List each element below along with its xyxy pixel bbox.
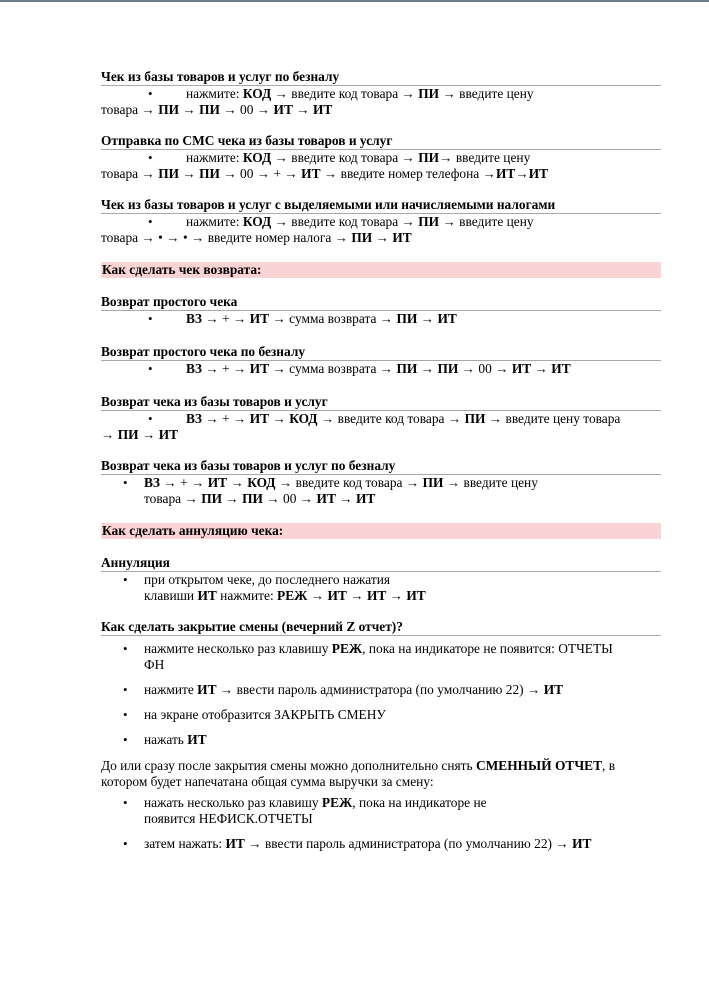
step-line: нажмите: КОД → введите код товара → ПИ → введите цену — [186, 86, 534, 101]
instruction-list — [101, 641, 661, 748]
section-card-payment — [101, 68, 661, 118]
step-line-cont: → ПИ → ИТ — [101, 427, 179, 442]
list-item — [101, 707, 661, 723]
step-line: нажмите ИТ → ввести пароль администратора (по умолчанию 22) → ИТ — [144, 682, 564, 697]
section-heading: Возврат чека из базы товаров и услуг — [101, 393, 661, 411]
bullet-icon: • — [123, 682, 128, 697]
list-item — [101, 214, 661, 246]
step-line-cont: клавиши ИТ нажмите: РЕЖ → ИТ → ИТ → ИТ — [144, 588, 426, 603]
list-item — [101, 311, 661, 327]
window-top-border — [0, 0, 709, 2]
section-heading: Как сделать закрытие смены (вечерний Z отчет)? — [101, 618, 661, 636]
section-return-base-card — [101, 457, 661, 507]
instruction-list — [101, 214, 661, 246]
shift-report-list — [101, 795, 661, 852]
section-return-simple — [101, 293, 661, 327]
list-item — [101, 411, 661, 443]
section-return-card — [101, 343, 661, 377]
section-heading: Чек из базы товаров и услуг по безналу — [101, 68, 661, 86]
instruction-list — [101, 361, 661, 377]
list-item — [101, 641, 661, 673]
instruction-list — [101, 150, 661, 182]
step-line-cont: товара → ПИ → ПИ → 00 → ИТ → ИТ — [101, 102, 333, 117]
document-page — [101, 68, 661, 852]
bullet-icon: • — [123, 836, 128, 851]
section-heading: Отправка по СМС чека из базы товаров и услуг — [101, 132, 661, 150]
step-line: на экране отобразится ЗАКРЫТЬ СМЕНУ — [144, 707, 386, 722]
step-line: ВЗ → + → ИТ → КОД → введите код товара → ПИ → введите цену товара — [186, 411, 621, 426]
section-heading: Возврат простого чека по безналу — [101, 343, 661, 361]
step-line: ВЗ → + → ИТ → сумма возврата → ПИ → ИТ — [186, 311, 457, 326]
bullet-icon: • — [123, 641, 128, 656]
highlight-heading-annul: Как сделать аннуляцию чека: — [101, 523, 661, 539]
section-close-shift — [101, 618, 661, 748]
step-line-cont: ФН — [144, 657, 165, 672]
list-item — [101, 836, 661, 852]
step-line: нажмите: КОД → введите код товара → ПИ→ введите цену — [186, 150, 531, 165]
instruction-list — [101, 311, 661, 327]
step-line: нажмите: КОД → введите код товара → ПИ → введите цену — [186, 214, 534, 229]
instruction-list — [101, 86, 661, 118]
section-taxes — [101, 196, 661, 246]
instruction-list — [101, 475, 661, 507]
step-line: затем нажать: ИТ → ввести пароль администратора (по умолчанию 22) → ИТ — [144, 836, 592, 851]
bullet-icon: • — [148, 150, 153, 165]
section-heading: Возврат простого чека — [101, 293, 661, 311]
step-line-cont: товара → • → • → введите номер налога → ПИ → ИТ — [101, 230, 412, 245]
list-item — [101, 86, 661, 118]
bullet-icon: • — [148, 214, 153, 229]
list-item — [101, 361, 661, 377]
section-heading: Чек из базы товаров и услуг с выделяемыми или начисляемыми налогами — [101, 196, 661, 214]
step-line-cont: товара → ПИ → ПИ → 00 → + → ИТ → введите номер телефона →ИТ→ИТ — [101, 166, 549, 181]
list-item — [101, 732, 661, 748]
step-line: нажать ИТ — [144, 732, 207, 747]
bullet-icon: • — [148, 361, 153, 376]
bullet-icon: • — [123, 707, 128, 722]
highlight-heading-return: Как сделать чек возврата: — [101, 262, 661, 278]
step-line-cont: товара → ПИ → ПИ → 00 → ИТ → ИТ — [144, 491, 376, 506]
list-item — [101, 475, 661, 507]
list-item — [101, 682, 661, 698]
section-heading: Возврат чека из базы товаров и услуг по безналу — [101, 457, 661, 475]
instruction-list — [101, 411, 661, 443]
section-heading: Аннуляция — [101, 554, 661, 572]
instruction-list — [101, 572, 661, 604]
bullet-icon: • — [123, 732, 128, 747]
list-item — [101, 572, 661, 604]
step-line-cont: появится НЕФИСК.ОТЧЕТЫ — [144, 811, 313, 826]
bullet-icon: • — [148, 86, 153, 101]
bullet-icon: • — [123, 475, 128, 490]
step-line: ВЗ → + → ИТ → КОД → введите код товара → ПИ → введите цену — [144, 475, 538, 490]
step-line: нажмите несколько раз клавишу РЕЖ, пока на индикаторе не появится: ОТЧЕТЫ — [144, 641, 613, 656]
step-line: ВЗ → + → ИТ → сумма возврата → ПИ → ПИ → 00 → ИТ → ИТ — [186, 361, 571, 376]
section-sms — [101, 132, 661, 182]
bullet-icon: • — [148, 411, 153, 426]
list-item — [101, 795, 661, 827]
bullet-icon: • — [123, 572, 128, 587]
list-item — [101, 150, 661, 182]
section-return-base — [101, 393, 661, 443]
step-line: нажать несколько раз клавишу РЕЖ, пока на индикаторе не — [144, 795, 487, 810]
section-annul — [101, 554, 661, 604]
shift-report-paragraph: До или сразу после закрытия смены можно дополнительно снять СМЕННЫЙ ОТЧЕТ, в котором будет напечатана общая сумма выручки за смену: — [101, 758, 616, 789]
bullet-icon: • — [148, 311, 153, 326]
bullet-icon: • — [123, 795, 128, 810]
step-line: при открытом чеке, до последнего нажатия — [144, 572, 391, 587]
